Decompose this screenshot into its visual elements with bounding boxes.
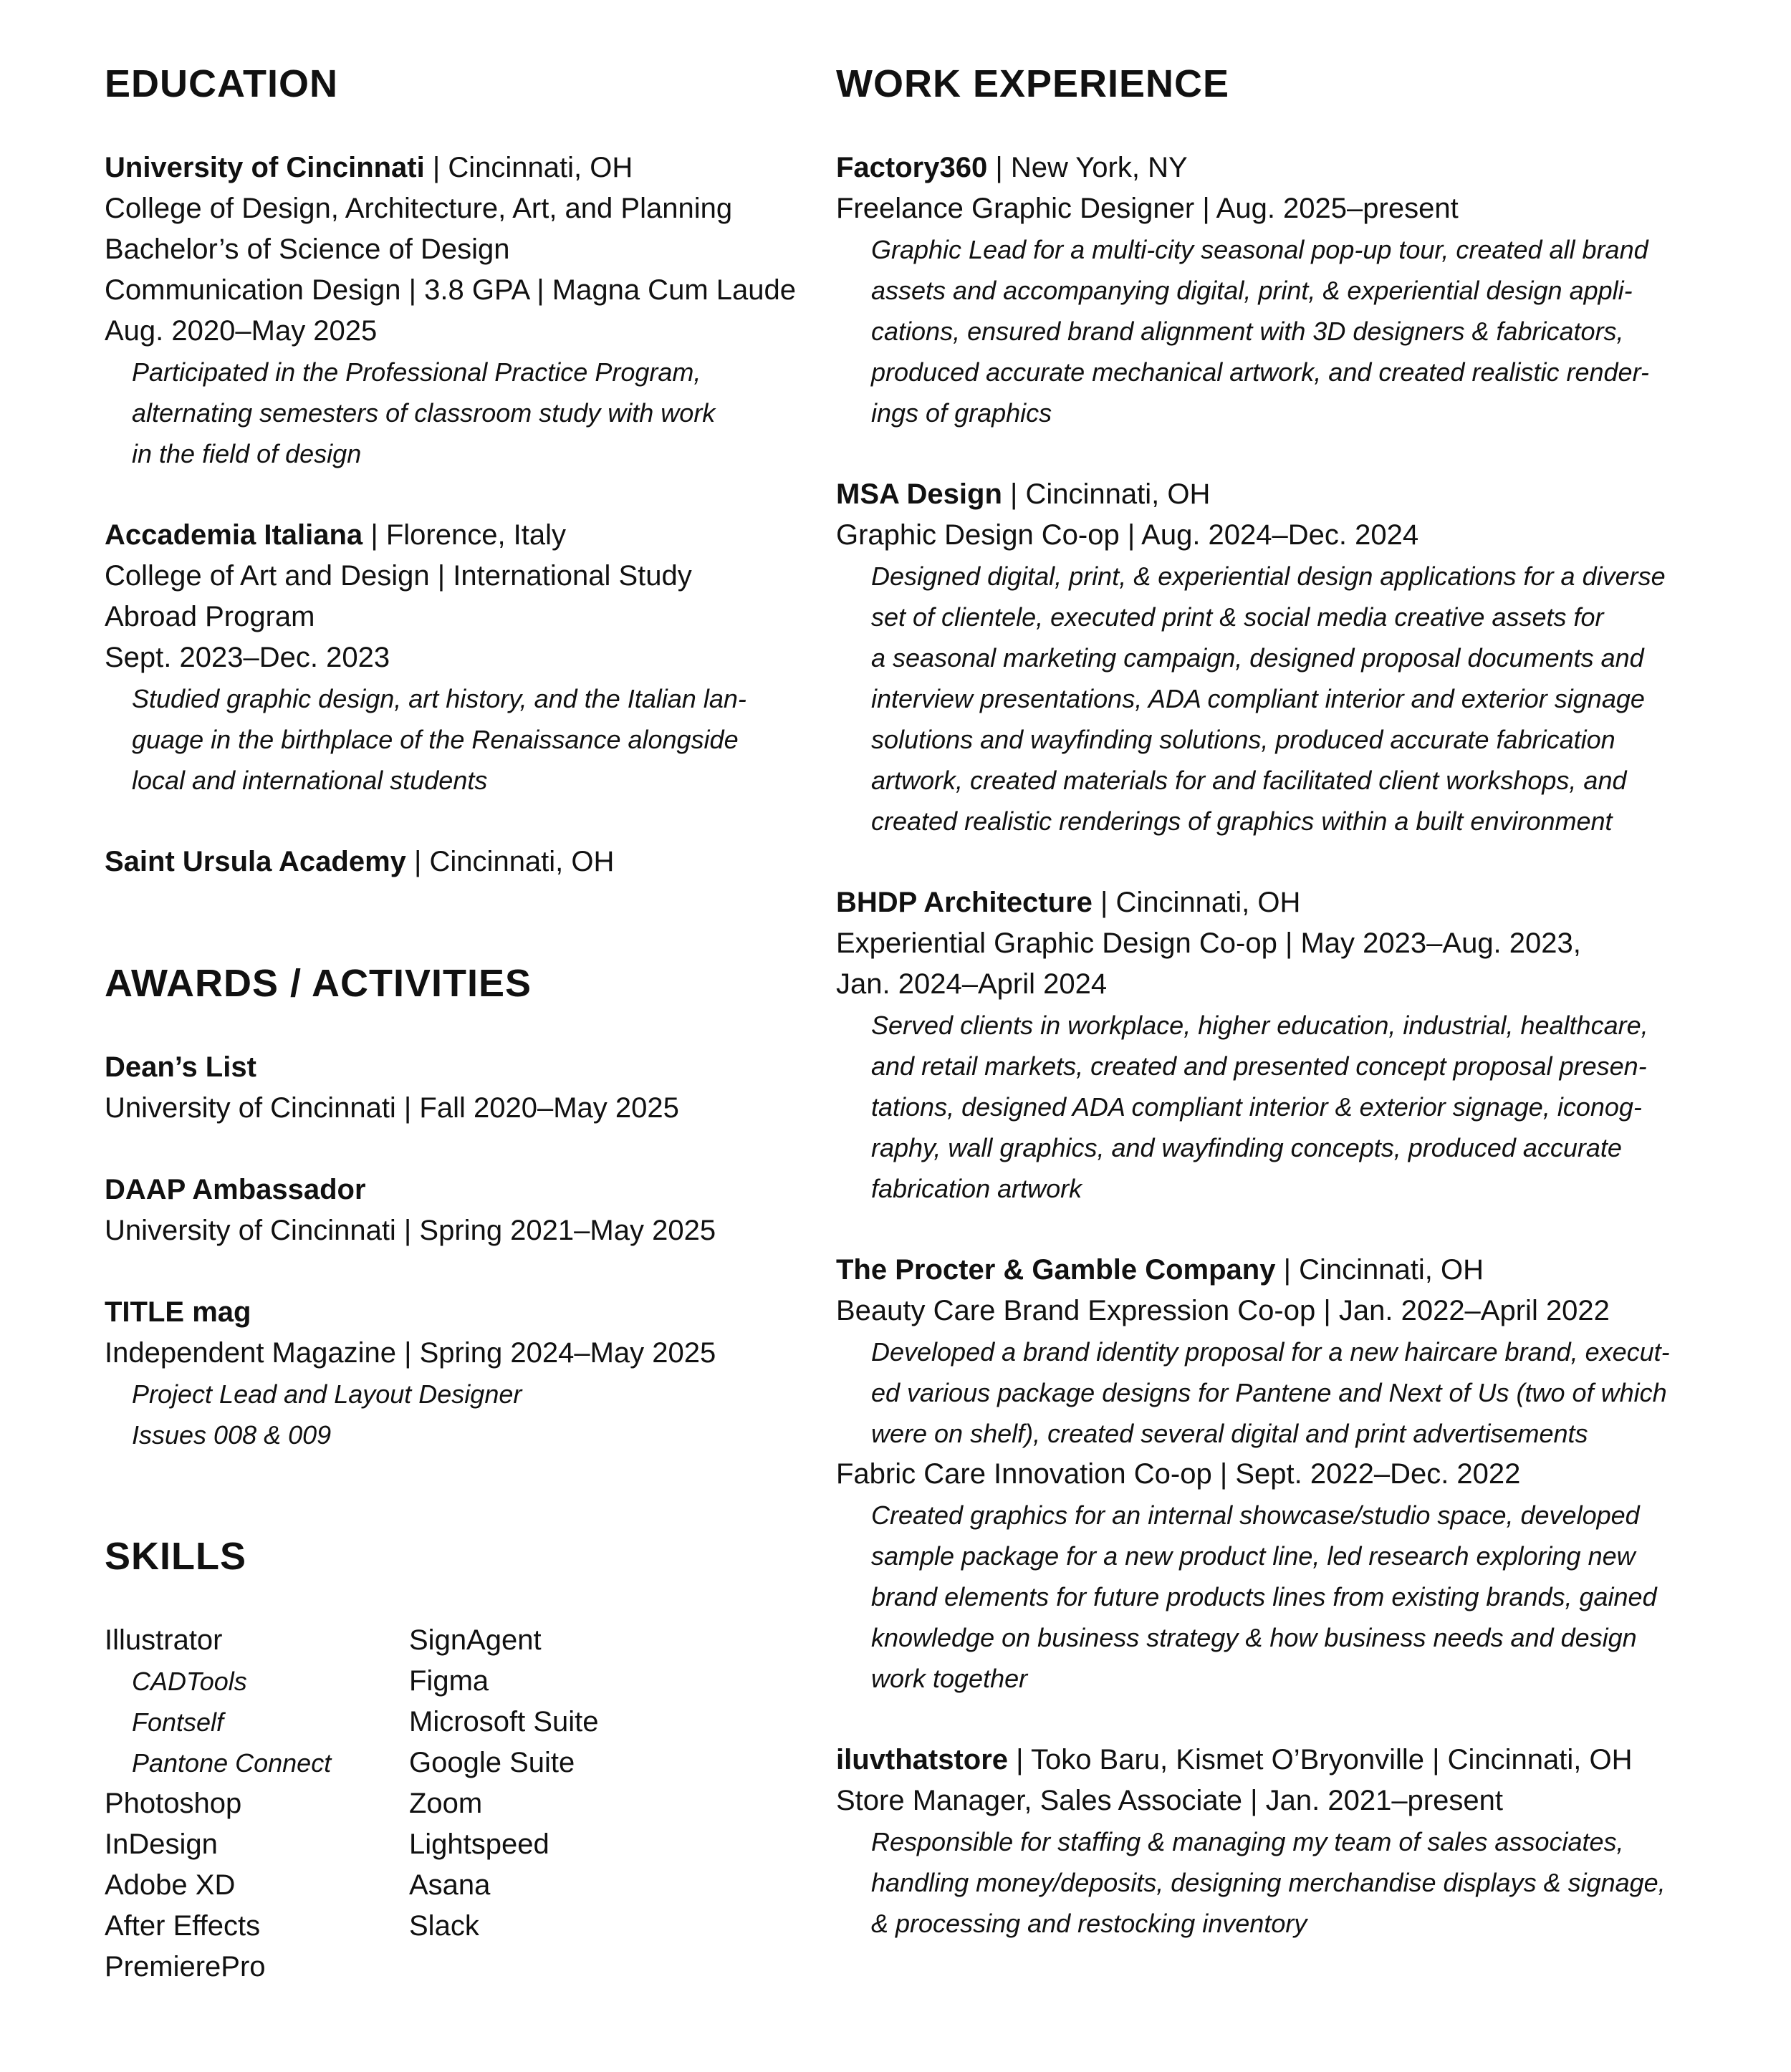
skill-item: PremierePro bbox=[105, 1951, 266, 1982]
award-name: TITLE mag bbox=[105, 1296, 251, 1328]
description-line: Project Lead and Layout Designer bbox=[132, 1379, 522, 1409]
detail-line: Communication Design | 3.8 GPA | Magna Cum Laude bbox=[105, 274, 796, 306]
company-name: MSA Design bbox=[836, 478, 1002, 510]
skills-heading: SKILLS bbox=[105, 1535, 247, 1578]
company-location: | Cincinnati, OH bbox=[1283, 1254, 1484, 1286]
job-entry-bhdp bbox=[836, 882, 1717, 1209]
description-line: ings of graphics bbox=[871, 398, 1052, 428]
description-line: a seasonal marketing campaign, designed proposal documents and bbox=[871, 643, 1644, 673]
job-role: Freelance Graphic Designer | Aug. 2025–present bbox=[836, 193, 1459, 224]
description-line: in the field of design bbox=[132, 439, 362, 468]
description-line: handling money/deposits, designing merchandise displays & signage, bbox=[871, 1868, 1666, 1897]
job-role: Store Manager, Sales Associate | Jan. 2021–present bbox=[836, 1785, 1503, 1816]
award-detail: University of Cincinnati | Spring 2021–May 2025 bbox=[105, 1215, 716, 1246]
skill-item: Adobe XD bbox=[105, 1869, 236, 1901]
school-name: Accademia Italiana bbox=[105, 519, 363, 551]
work-experience-heading: WORK EXPERIENCE bbox=[836, 62, 1230, 105]
description-line: Served clients in workplace, higher education, industrial, healthcare, bbox=[871, 1011, 1648, 1040]
description-line: knowledge on business strategy & how business needs and design bbox=[871, 1623, 1637, 1652]
job-role-continued: Jan. 2024–April 2024 bbox=[836, 968, 1108, 1000]
description-line: created realistic renderings of graphics within a built environment bbox=[871, 806, 1613, 836]
right-column bbox=[836, 64, 1717, 1985]
description-line: assets and accompanying digital, print, & experiential design appli- bbox=[871, 276, 1633, 305]
skill-item: Microsoft Suite bbox=[409, 1706, 599, 1738]
job-entry-factory360 bbox=[836, 148, 1717, 433]
description-line: produced accurate mechanical artwork, and created realistic render- bbox=[871, 357, 1649, 387]
skill-item: Figma bbox=[409, 1665, 489, 1697]
description-line: and retail markets, created and presented concept proposal presen- bbox=[871, 1051, 1647, 1081]
skill-item: Illustrator bbox=[105, 1624, 223, 1656]
skills-column-1 bbox=[105, 1620, 409, 1987]
school-location: | Cincinnati, OH bbox=[432, 152, 633, 183]
company-location: | Toko Baru, Kismet O’Bryonville | Cincinnati, OH bbox=[1016, 1744, 1633, 1775]
award-detail: University of Cincinnati | Fall 2020–May 2025 bbox=[105, 1092, 679, 1124]
skill-item: Google Suite bbox=[409, 1747, 575, 1778]
detail-line: Sept. 2023–Dec. 2023 bbox=[105, 642, 390, 673]
description-line: Issues 008 & 009 bbox=[132, 1420, 332, 1450]
company-name: The Procter & Gamble Company bbox=[836, 1254, 1276, 1286]
description-line: work together bbox=[871, 1664, 1028, 1693]
description-line: Designed digital, print, & experiential design applications for a diverse bbox=[871, 562, 1666, 591]
description-line: interview presentations, ADA compliant interior and exterior signage bbox=[871, 684, 1645, 713]
school-location: | Cincinnati, OH bbox=[414, 846, 615, 877]
award-name: DAAP Ambassador bbox=[105, 1174, 366, 1205]
description-line: brand elements for future products lines from existing brands, gained bbox=[871, 1582, 1657, 1611]
description-line: fabrication artwork bbox=[871, 1174, 1082, 1203]
job-role: Graphic Design Co-op | Aug. 2024–Dec. 2024 bbox=[836, 519, 1419, 551]
description-line: & processing and restocking inventory bbox=[871, 1909, 1307, 1938]
skill-item: Slack bbox=[409, 1910, 479, 1942]
award-name: Dean’s List bbox=[105, 1051, 256, 1083]
company-location: | Cincinnati, OH bbox=[1100, 887, 1301, 918]
school-location: | Florence, Italy bbox=[370, 519, 567, 551]
education-entry-uc bbox=[105, 148, 814, 474]
award-detail: Independent Magazine | Spring 2024–May 2025 bbox=[105, 1337, 716, 1369]
award-entry bbox=[105, 1292, 814, 1455]
skill-subitem: CADTools bbox=[132, 1667, 247, 1696]
company-name: iluvthatstore bbox=[836, 1744, 1009, 1775]
job-role: Beauty Care Brand Expression Co-op | Jan. 2022–April 2022 bbox=[836, 1295, 1610, 1326]
detail-line: College of Art and Design | International Study bbox=[105, 560, 692, 592]
award-entry bbox=[105, 1170, 814, 1251]
description-line: Created graphics for an internal showcase/studio space, developed bbox=[871, 1500, 1640, 1530]
description-line: alternating semesters of classroom study with work bbox=[132, 398, 716, 428]
description-line: sample package for a new product line, led research exploring new bbox=[871, 1541, 1636, 1571]
skill-item: InDesign bbox=[105, 1828, 218, 1860]
description-line: ed various package designs for Pantene and Next of Us (two of which bbox=[871, 1378, 1667, 1407]
skill-item: After Effects bbox=[105, 1910, 261, 1942]
company-location: | Cincinnati, OH bbox=[1010, 478, 1211, 510]
description-line: were on shelf), created several digital and print advertisements bbox=[871, 1419, 1588, 1448]
detail-line: Bachelor’s of Science of Design bbox=[105, 233, 510, 265]
skill-item: Lightspeed bbox=[409, 1828, 549, 1860]
description-line: artwork, created materials for and facilitated client workshops, and bbox=[871, 766, 1627, 795]
description-line: cations, ensured brand alignment with 3D designers & fabricators, bbox=[871, 317, 1624, 346]
description-line: tations, designed ADA compliant interior & exterior signage, iconog- bbox=[871, 1092, 1642, 1122]
job-entry-msa bbox=[836, 474, 1717, 842]
job-role: Experiential Graphic Design Co-op | May 2023–Aug. 2023, bbox=[836, 927, 1581, 959]
skill-item: Photoshop bbox=[105, 1788, 242, 1819]
education-entry-accademia bbox=[105, 515, 814, 801]
description-line: raphy, wall graphics, and wayfinding concepts, produced accurate bbox=[871, 1133, 1622, 1162]
education-heading: EDUCATION bbox=[105, 62, 338, 105]
description-line: set of clientele, executed print & social media creative assets for bbox=[871, 602, 1604, 632]
award-entry bbox=[105, 1047, 814, 1129]
description-line: Participated in the Professional Practice Program, bbox=[132, 357, 701, 387]
description-line: Responsible for staffing & managing my team of sales associates, bbox=[871, 1827, 1624, 1856]
skill-item: Asana bbox=[409, 1869, 491, 1901]
skill-subitem: Pantone Connect bbox=[132, 1748, 332, 1778]
skill-item: Zoom bbox=[409, 1788, 483, 1819]
skills-list bbox=[105, 1620, 814, 1987]
job-entry-iluvthatstore bbox=[836, 1740, 1717, 1944]
description-line: guage in the birthplace of the Renaissance alongside bbox=[132, 725, 739, 754]
skills-column-2 bbox=[409, 1620, 767, 1987]
education-entry-sua bbox=[105, 842, 814, 882]
description-line: solutions and wayfinding solutions, produced accurate fabrication bbox=[871, 725, 1615, 754]
description-line: Studied graphic design, art history, and the Italian lan- bbox=[132, 684, 746, 713]
description-line: Graphic Lead for a multi-city seasonal pop-up tour, created all brand bbox=[871, 235, 1648, 264]
company-location: | New York, NY bbox=[995, 152, 1188, 183]
job-role: Fabric Care Innovation Co-op | Sept. 2022–Dec. 2022 bbox=[836, 1458, 1521, 1490]
school-name: Saint Ursula Academy bbox=[105, 846, 406, 877]
detail-line: College of Design, Architecture, Art, and Planning bbox=[105, 193, 733, 224]
company-name: Factory360 bbox=[836, 152, 988, 183]
school-name: University of Cincinnati bbox=[105, 152, 425, 183]
skill-item: SignAgent bbox=[409, 1624, 542, 1656]
job-entry-pg bbox=[836, 1250, 1717, 1699]
detail-line: Abroad Program bbox=[105, 601, 315, 632]
description-line: local and international students bbox=[132, 766, 488, 795]
skill-subitem: Fontself bbox=[132, 1707, 224, 1737]
left-column bbox=[105, 64, 814, 1987]
company-name: BHDP Architecture bbox=[836, 887, 1093, 918]
description-line: Developed a brand identity proposal for a new haircare brand, execut- bbox=[871, 1337, 1670, 1367]
awards-heading: AWARDS / ACTIVITIES bbox=[105, 962, 532, 1005]
detail-line: Aug. 2020–May 2025 bbox=[105, 315, 378, 347]
